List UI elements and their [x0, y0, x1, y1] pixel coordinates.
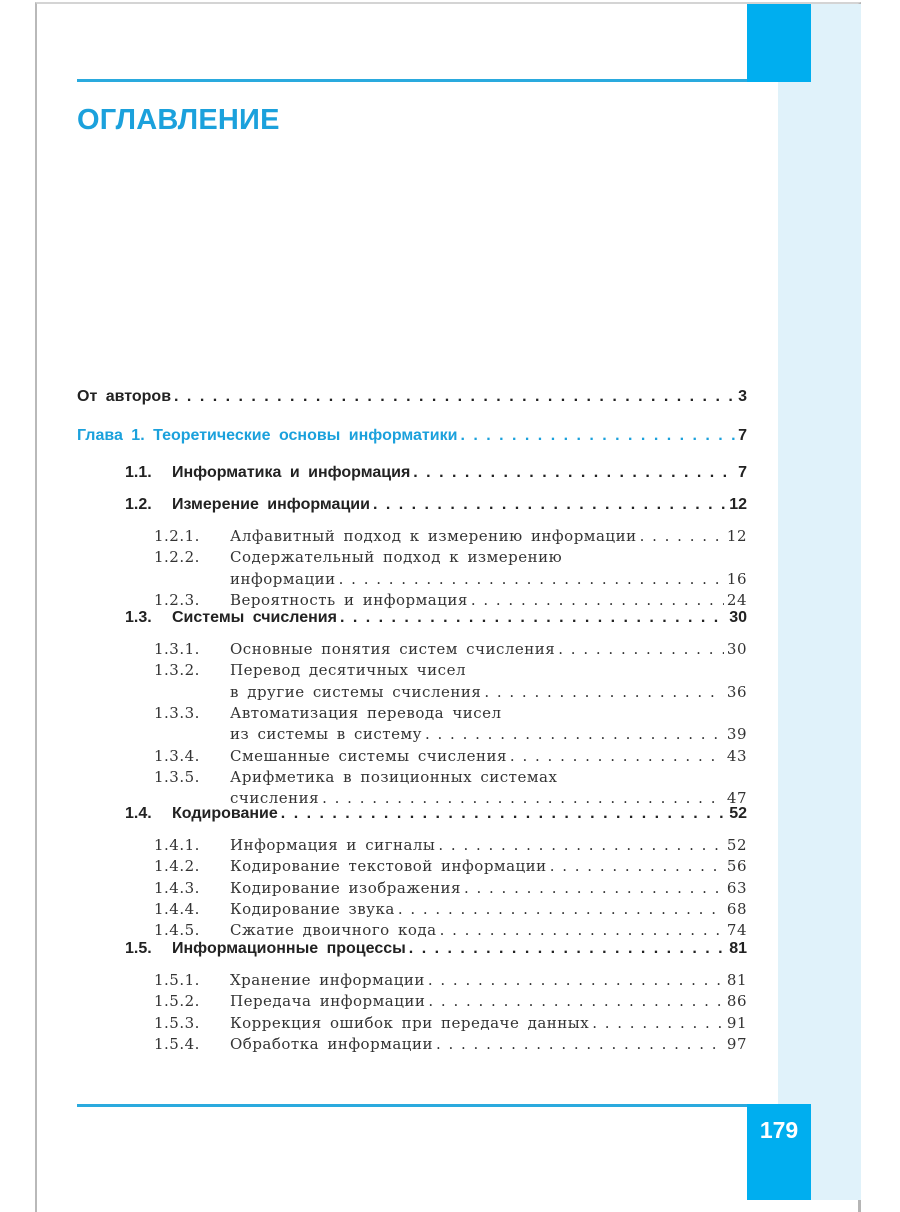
- side-strip-top: [811, 4, 861, 81]
- toc-subsection-page: 39: [726, 725, 747, 744]
- toc-subsection-number: 1.5.2.: [154, 992, 200, 1011]
- toc-section-title: Системы счисления: [172, 609, 337, 626]
- toc-subsection[interactable]: [154, 640, 747, 658]
- toc-subsection[interactable]: [154, 879, 747, 897]
- toc-section[interactable]: [125, 496, 747, 514]
- toc-entry-page: 7: [738, 427, 747, 444]
- toc-subsection-page: 12: [726, 527, 747, 545]
- toc-subsection-label: [154, 879, 461, 897]
- dot-leader: [510, 747, 724, 765]
- toc-subsection-continued[interactable]: [230, 570, 747, 588]
- toc-subsection[interactable]: [154, 971, 747, 989]
- toc-section-label: [125, 609, 337, 627]
- toc-subsection-page: 81: [726, 971, 747, 989]
- toc-subsection-number: 1.2.2.: [154, 548, 200, 567]
- toc-section-page: 81: [729, 940, 747, 957]
- toc-subsection-title: Автоматизация перевода чисел: [230, 703, 502, 722]
- toc-subsection-page: 24: [726, 590, 747, 609]
- toc-subsection-title: Алфавитный подход к измерению информации: [230, 527, 637, 545]
- toc-subsection-label: [154, 900, 395, 918]
- toc-section[interactable]: [125, 609, 747, 627]
- toc-subsection-label: [154, 661, 466, 679]
- dot-leader: [438, 836, 724, 854]
- toc-subsection-number: 1.4.3.: [154, 878, 200, 897]
- toc-subsection-number: 1.3.5.: [154, 767, 200, 786]
- dot-leader: [174, 388, 735, 406]
- toc-subsection-number: 1.4.4.: [154, 899, 200, 918]
- toc-subsection-label: [154, 548, 562, 566]
- toc-subsection-page: 68: [726, 899, 747, 918]
- toc-section[interactable]: [125, 940, 747, 958]
- toc-subsection-number: 1.4.5.: [154, 921, 200, 940]
- toc-section-page: 52: [729, 805, 747, 822]
- toc-subsection-title: Кодирование изображения: [230, 878, 461, 897]
- dot-leader: [558, 640, 724, 658]
- dot-leader: [409, 940, 726, 958]
- toc-section-title: Информатика и информация: [172, 464, 411, 481]
- toc-subsection-title-cont: из системы в систему: [230, 725, 422, 744]
- toc-entry-label: Глава 1. Теоретические основы информатики: [77, 427, 458, 444]
- toc-subsection-label: [154, 921, 437, 939]
- dot-leader: [340, 609, 726, 627]
- toc-subsection-label: [154, 640, 555, 658]
- toc-subsection-page: 74: [726, 921, 747, 940]
- toc-subsection-label: [154, 768, 557, 786]
- toc-section[interactable]: [125, 805, 747, 823]
- toc-subsection[interactable]: [154, 1035, 747, 1053]
- dot-leader: [592, 1014, 724, 1032]
- toc-subsection-label: [154, 527, 637, 545]
- toc-section-number: 1.3.: [125, 609, 152, 626]
- toc-subsection-number: 1.4.1.: [154, 836, 200, 854]
- dot-leader: [425, 725, 724, 743]
- toc-subsection[interactable]: [154, 992, 747, 1010]
- toc-subsection-number: 1.5.3.: [154, 1013, 200, 1032]
- toc-subsection-page: 16: [726, 569, 747, 588]
- dot-leader: [436, 1035, 724, 1053]
- toc-subsection-title: Сжатие двоичного кода: [230, 921, 437, 940]
- dot-leader: [460, 427, 735, 445]
- dot-leader: [464, 879, 724, 897]
- toc-entry-preface[interactable]: [77, 388, 747, 406]
- dot-leader: [339, 570, 724, 588]
- toc-subsection-title: Информация и сигналы: [230, 836, 436, 854]
- toc-entry-label: От авторов: [77, 388, 172, 405]
- toc-section[interactable]: [125, 464, 747, 482]
- toc-subsection-title: Перевод десятичных чисел: [230, 661, 466, 680]
- toc-subsection-number: 1.4.2.: [154, 857, 200, 876]
- toc-subsection-page: 86: [726, 992, 747, 1011]
- toc-subsection-number: 1.5.4.: [154, 1034, 200, 1053]
- dot-leader: [440, 921, 724, 939]
- toc-subsection-label: [154, 747, 507, 765]
- toc-subsection-title: Обработка информации: [230, 1034, 433, 1053]
- toc-subsection-number: 1.3.2.: [154, 661, 200, 680]
- toc-subsection[interactable]: [154, 591, 747, 609]
- toc-subsection-title: Коррекция ошибок при передаче данных: [230, 1013, 590, 1032]
- dot-leader: [373, 496, 726, 514]
- toc-subsection-number: 1.3.3.: [154, 703, 200, 722]
- dot-leader: [413, 464, 735, 482]
- toc-subsection-number: 1.2.1.: [154, 527, 200, 545]
- toc-subsection-continued[interactable]: [230, 725, 747, 743]
- toc-subsection[interactable]: [154, 527, 747, 545]
- toc-subsection-number: 1.3.1.: [154, 640, 200, 658]
- toc-subsection-label: [154, 857, 547, 875]
- toc-subsection-title: Смешанные системы счисления: [230, 746, 507, 765]
- dot-leader: [484, 683, 724, 701]
- toc-section-number: 1.4.: [125, 805, 152, 822]
- toc-subsection-label: [154, 704, 502, 722]
- toc-subsection-label: [154, 1035, 433, 1053]
- dot-leader: [281, 805, 726, 823]
- toc-subsection[interactable]: [154, 768, 747, 786]
- toc-section-title: Информационные процессы: [172, 940, 406, 957]
- toc-section-label: [125, 464, 410, 482]
- dot-leader: [428, 971, 724, 989]
- dot-leader: [398, 900, 724, 918]
- toc-subsection[interactable]: [154, 704, 747, 722]
- toc-subsection-title-cont: в другие системы счисления: [230, 682, 482, 701]
- toc-section-label: [125, 805, 278, 823]
- top-accent-block: [747, 4, 811, 82]
- toc-section-title: Измерение информации: [172, 496, 370, 513]
- toc-subsection[interactable]: [154, 921, 747, 939]
- toc-section-label: [125, 496, 370, 514]
- toc-subsection-page: 97: [726, 1034, 747, 1053]
- toc-subsection-page: 91: [726, 1013, 747, 1032]
- toc-subsection-page: 43: [726, 746, 747, 765]
- toc-section-number: 1.5.: [125, 940, 152, 957]
- toc-subsection-page: 36: [726, 682, 747, 701]
- toc-section-page: 7: [738, 464, 747, 481]
- toc-subsection-page: 30: [726, 640, 747, 658]
- toc-entry-page: 3: [738, 388, 747, 405]
- toc-subsection[interactable]: [154, 548, 747, 566]
- dot-leader: [428, 992, 724, 1010]
- toc-subsection-number: 1.5.1.: [154, 971, 200, 989]
- toc-subsection-number: 1.3.4.: [154, 746, 200, 765]
- toc-subsection-label: [154, 992, 425, 1010]
- toc-subsection-page: 52: [726, 836, 747, 854]
- toc-subsection-title: Арифметика в позиционных системах: [230, 767, 558, 786]
- toc-subsection-label: [154, 836, 435, 854]
- toc-subsection[interactable]: [154, 1014, 747, 1032]
- toc-subsection-title-cont: информации: [230, 569, 336, 588]
- toc-subsection[interactable]: [154, 900, 747, 918]
- toc-section-number: 1.2.: [125, 496, 152, 513]
- toc-subsection-page: 47: [726, 789, 747, 808]
- toc-subsection-title: Вероятность и информация: [230, 590, 468, 609]
- toc-subsection-title: Передача информации: [230, 992, 426, 1011]
- toc-subsection-label: [154, 591, 468, 609]
- toc-subsection-label: [154, 1014, 589, 1032]
- toc-subsection-page: 56: [726, 857, 747, 876]
- page-number: 179: [759, 1117, 799, 1143]
- dot-leader: [550, 857, 724, 875]
- toc-subsection-title: Кодирование звука: [230, 899, 395, 918]
- bottom-rule: [77, 1104, 747, 1107]
- toc-section-page: 30: [729, 609, 747, 626]
- toc-subsection-page: 63: [726, 878, 747, 897]
- toc-subsection-continued[interactable]: [230, 683, 747, 701]
- side-strip: [778, 81, 861, 1200]
- toc-subsection-title-cont: счисления: [230, 789, 320, 808]
- top-rule: [77, 79, 747, 82]
- toc-section-number: 1.1.: [125, 464, 152, 481]
- toc-subsection-title: Кодирование текстовой информации: [230, 857, 547, 876]
- toc-subsection[interactable]: [154, 836, 747, 854]
- toc-section-title: Кодирование: [172, 805, 278, 822]
- toc-subsection-title: Хранение информации: [230, 971, 425, 989]
- toc-subsection-title: Основные понятия систем счисления: [230, 640, 556, 658]
- toc-subsection[interactable]: [154, 661, 747, 679]
- toc-entry-chapter[interactable]: [77, 427, 747, 445]
- dot-leader: [471, 591, 724, 609]
- toc-section-label: [125, 940, 406, 958]
- dot-leader: [640, 527, 724, 545]
- toc-subsection-label: [154, 971, 425, 989]
- toc-subsection[interactable]: [154, 747, 747, 765]
- page-title: ОГЛАВЛЕНИЕ: [77, 104, 280, 136]
- toc-subsection[interactable]: [154, 857, 747, 875]
- toc-subsection-number: 1.2.3.: [154, 590, 200, 609]
- toc-section-page: 12: [729, 496, 747, 513]
- toc-subsection-title: Содержательный подход к измерению: [230, 548, 563, 567]
